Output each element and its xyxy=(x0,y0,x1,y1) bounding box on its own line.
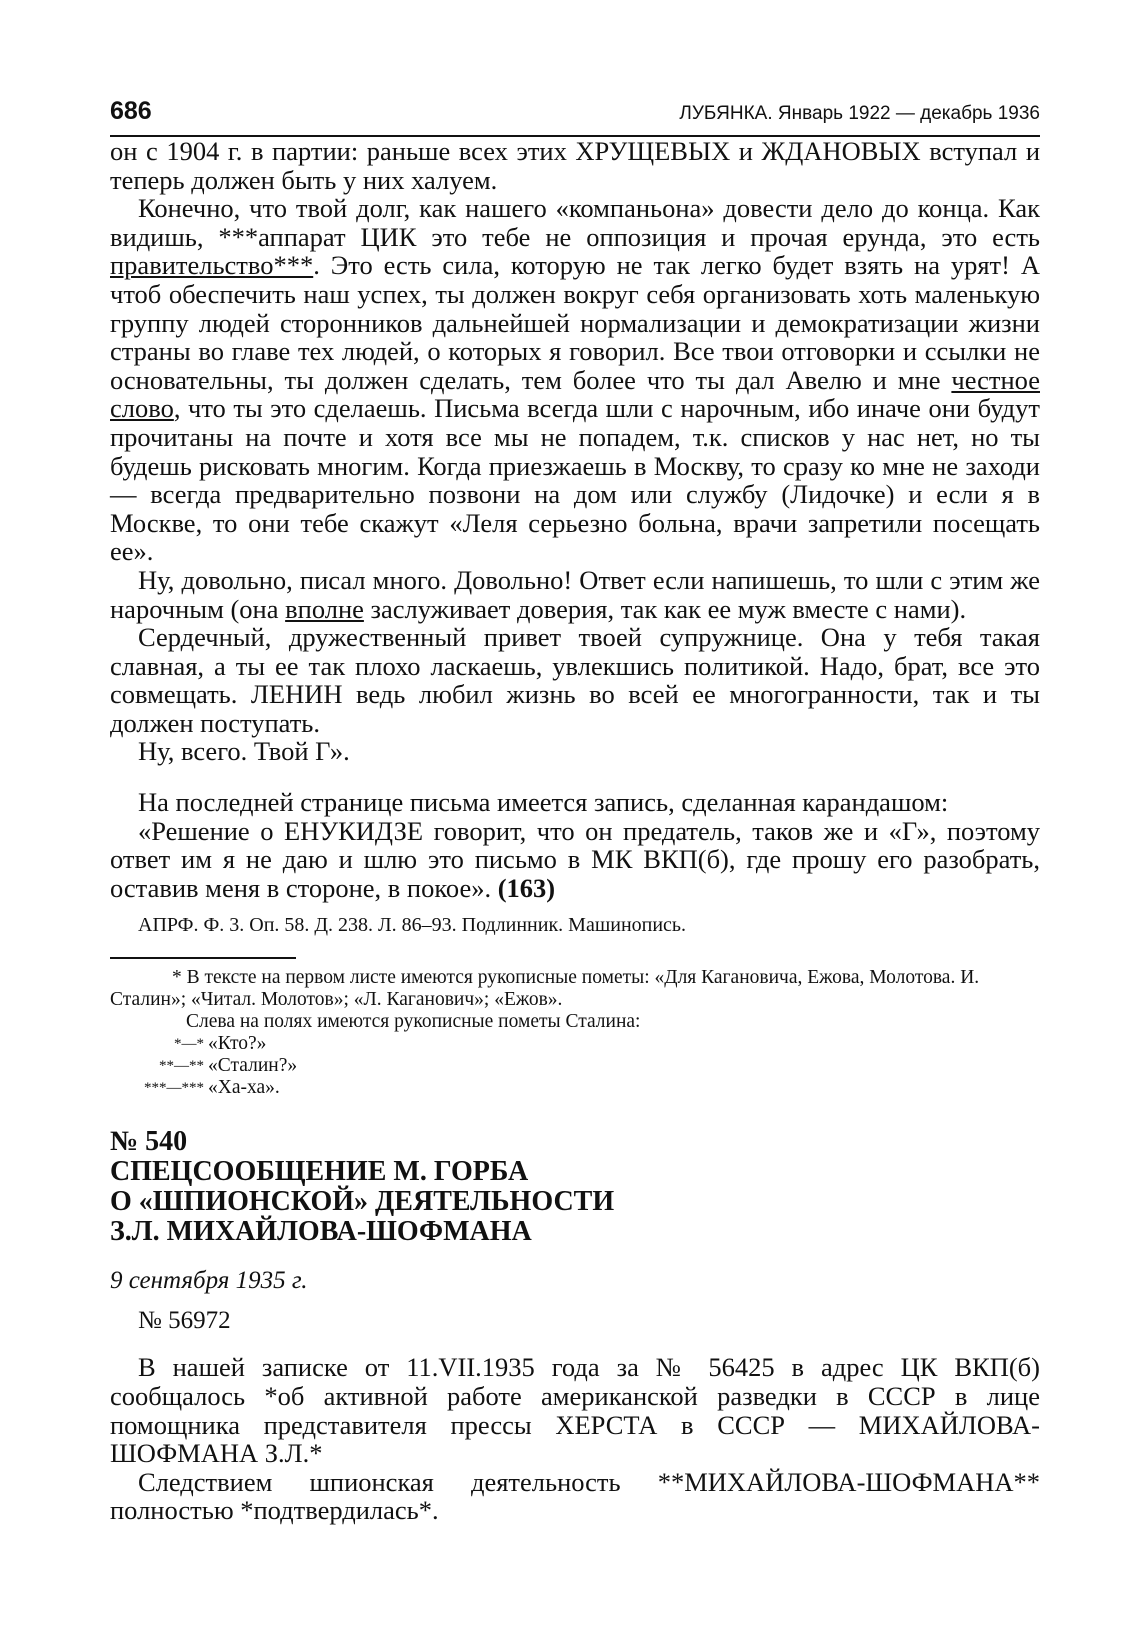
footnote-mark-symbol: *—* xyxy=(174,1036,204,1053)
running-head: ЛУБЯНКА. Январь 1922 — декабрь 1936 xyxy=(679,103,1040,124)
document-date: 9 сентября 1935 г. xyxy=(110,1267,308,1295)
footnote-mark-row xyxy=(110,1077,1040,1099)
footnote-mark-text: «Ха-ха». xyxy=(208,1077,280,1099)
note-line-2 xyxy=(110,817,1040,903)
editorial-note xyxy=(110,788,1040,902)
footnote-mark-text: «Кто?» xyxy=(208,1033,267,1055)
footnote-mark-row xyxy=(110,1055,1040,1077)
document-ref-number: № 56972 xyxy=(138,1307,231,1335)
underlined-text: вполне xyxy=(285,593,364,624)
document-title-line: З.Л. МИХАЙЛОВА-ШОФМАНА xyxy=(110,1216,532,1248)
text-run: . Это есть сила, которую не так легко будет взять на урят! А чтоб обеспечить наш успех, ты должен вокруг себя организовать хоть маленькую группу людей сторонников дальнейшей нормализации и демократизации жизни страны во главе тех людей, о которых я говорил. Все твои отговорки и ссылки не основательны, ты должен сделать, тем более что ты дал Авелю и мне xyxy=(110,250,1040,395)
document-paragraph-1: В нашей записке от 11.VII.1935 года за № 56425 в адрес ЦК ВКП(б) сообщалось *об активной работе американской разведки в СССР в лице помощника представителя прессы ХЕРСТА в СССР — МИХАЙЛОВА-ШОФМАНА З.Л.* xyxy=(110,1352,1040,1469)
document-title xyxy=(110,1157,1040,1247)
letter-text xyxy=(110,137,1040,766)
footnote-mark-symbol: ***—*** xyxy=(144,1080,204,1097)
note-reference: (163) xyxy=(497,872,556,903)
letter-paragraph-3 xyxy=(110,566,1040,623)
page xyxy=(110,95,1040,1525)
archive-source: АПРФ. Ф. 3. Оп. 58. Д. 238. Л. 86–93. Подлинник. Машинопись. xyxy=(138,914,687,937)
underlined-text: честное слово xyxy=(110,364,1040,424)
text-run: Конечно, что твой долг, как нашего «компаньона» довести дело до конца. Как видишь, ***аппарат ЦИК это тебе не оппозиция и прочая ерунда, это есть xyxy=(110,193,1040,252)
document-body xyxy=(110,1353,1040,1525)
note-quote: «Решение о ЕНУКИДЗЕ говорит, что он предатель, таков же и «Г», поэтому ответ им я не даю и шлю это письмо в МК ВКП(б), где прошу его разобрать, оставив меня в стороне, в покое». xyxy=(110,815,1040,903)
letter-paragraph-2 xyxy=(110,194,1040,566)
footnotes xyxy=(110,967,1040,1099)
footnote-mark-text: «Сталин?» xyxy=(208,1055,298,1077)
document-paragraph-2: Следствием шпионская деятельность **МИХАЙЛОВА-ШОФМАНА** полностью *подтвердилась*. xyxy=(110,1466,1040,1526)
text-run: , что ты это сделаешь. Письма всегда шли с нарочным, ибо иначе они будут прочитаны на почте и хотя все мы не попадем, т.к. списков у нас нет, но ты будешь рисковать многим. Когда приезжаешь в Москву, то сразу ко мне не заходи — всегда предварительно позвони на дом или службу (Лидочке) и если я в Москве, то они тебе скажут «Леля серьезно больна, врачи запретили посещать ее». xyxy=(110,393,1040,567)
page-number: 686 xyxy=(110,97,152,125)
footnote-divider xyxy=(110,957,296,959)
footnote-mark-symbol: **—** xyxy=(159,1058,204,1075)
underlined-text: правительство*** xyxy=(110,250,314,281)
document-title-line: О «ШПИОНСКОЙ» ДЕЯТЕЛЬНОСТИ xyxy=(110,1186,615,1218)
letter-paragraph-4: Сердечный, дружественный привет твоей супружнице. Она у тебя такая славная, а ты ее так плохо ласкаешь, увлекшись политикой. Надо, брат, все это совмещать. ЛЕНИН ведь любил жизнь во всей ее многогранности, так и ты должен поступать. xyxy=(110,622,1040,738)
note-line-1: На последней странице письма имеется запись, сделанная карандашом: xyxy=(138,787,949,818)
footnote-2: Слева на полях имеются рукописные пометы Сталина: xyxy=(186,1011,641,1033)
text-run: Ну, довольно, писал много. Довольно! Ответ если напишешь, то шли с этим же нарочным (она xyxy=(110,564,1040,624)
document-number: № 540 xyxy=(110,1126,188,1158)
footnote-mark-row xyxy=(110,1033,1040,1055)
footnote-1: * В тексте на первом листе имеются рукописные пометы: «Для Кагановича, Ежова, Молотова. И. Сталин»; «Читал. Молотов»; «Л. Каганович»; «Ежов». xyxy=(110,967,980,1011)
text-run: заслуживает доверия, так как ее муж вместе с нами). xyxy=(363,593,967,624)
page-header xyxy=(110,95,1040,137)
letter-paragraph-5: Ну, всего. Твой Г». xyxy=(138,736,350,767)
letter-paragraph-1: он с 1904 г. в партии: раньше всех этих ХРУЩЕВЫХ и ЖДАНОВЫХ вступал и теперь должен быть у них халуем. xyxy=(110,136,1040,195)
document-title-line: СПЕЦСООБЩЕНИЕ М. ГОРБА xyxy=(110,1156,529,1188)
